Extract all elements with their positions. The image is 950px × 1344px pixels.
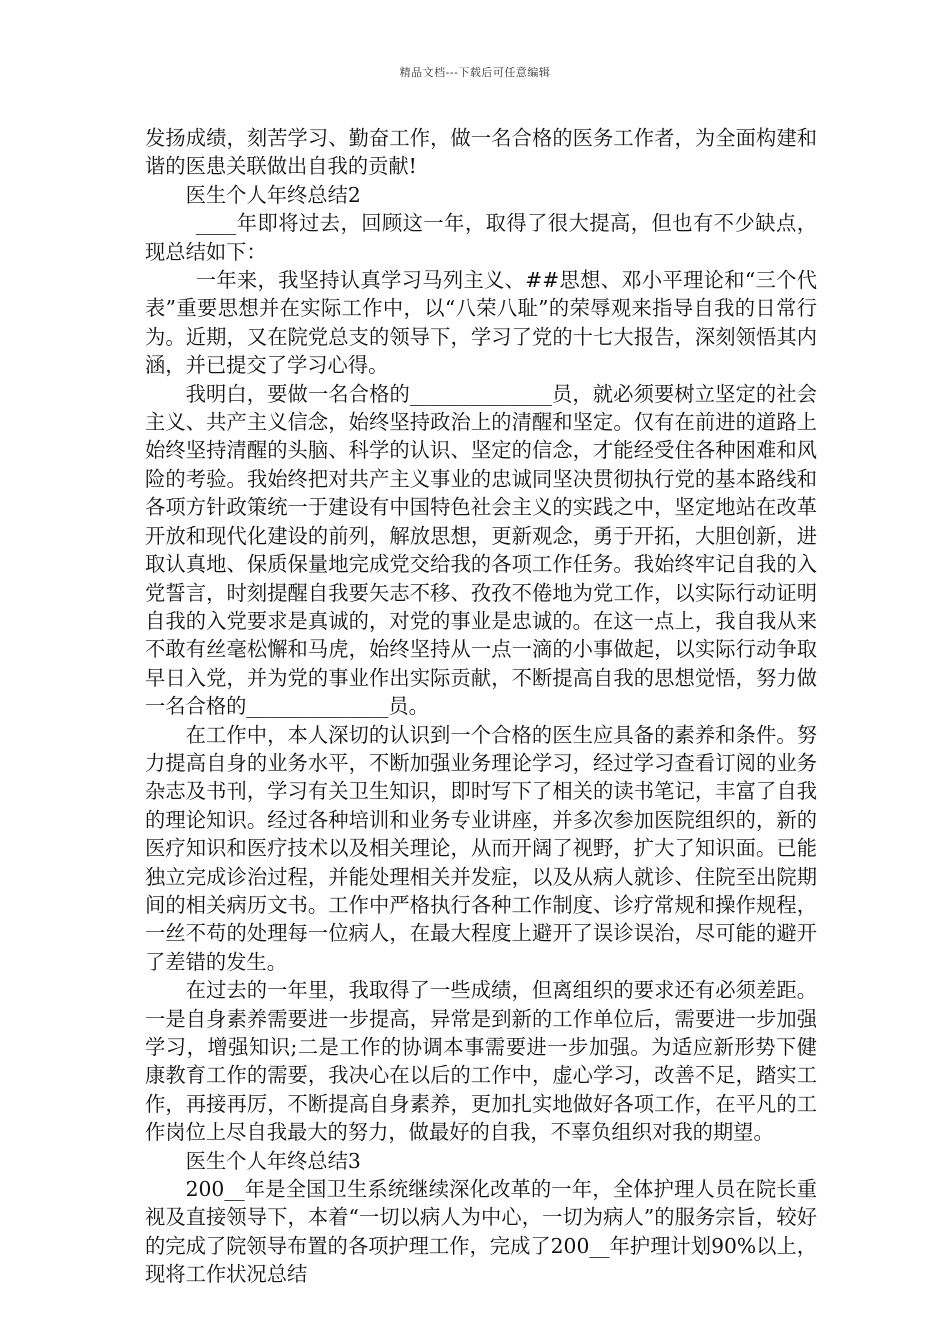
paragraph-study: 一年来，我坚持认真学习马列主义、##思想、邓小平理论和“三个代表”重要思想并在实际工作中，以“八荣八耻”的荣辱观来指导自我的日常行为。近期，又在院党总支的领导下，学习了党的十七大报告，深刻领悟其内涵，并已提交了学习心得。: [145, 268, 817, 378]
page-header: 精品文档---下载后可任意编辑: [399, 66, 551, 79]
paragraph-work: 在工作中，本人深切的认识到一个合格的医生应具备的素养和条件。努力提高自身的业务水平，不断加强业务理论学习，经过学习查看订阅的业务杂志及书刊，学习有关卫生知识，即时写下了相关的读书笔记，丰富了自我的理论知识。经过各种培训和业务专业讲座，并多次参加医院组织的，新的医疗知识和医疗技术以及相关理论，从而开阔了视野，扩大了知识面。已能独立完成诊治过程，并能处理相关并发症，以及从病人就诊、住院至出院期间的相关病历文书。工作中严格执行各种工作制度、诊疗常规和操作规程，一丝不苟的处理每一位病人，在最大程度上避开了误诊误治，尽可能的避开了差错的发生。: [145, 722, 817, 974]
section-heading-3: 医生个人年终总结3: [185, 1148, 361, 1173]
section-heading-2: 医生个人年终总结2: [185, 182, 361, 207]
paragraph-summary: 在过去的一年里，我取得了一些成绩，但离组织的要求还有必须差距。一是自身素养需要进一步提高，异常是到新的工作单位后，需要进一步加强学习，增强知识;二是工作的协调本事需要进一步加强。为适应新形势下健康教育工作的需要，我决心在以后的工作中，虚心学习，改善不足，踏实工作，再接再厉，不断提高自身素养，更加扎实地做好各项工作，在平凡的工作岗位上尽自我最大的努力，做最好的自我，不辜负组织对我的期望。: [145, 978, 817, 1145]
paragraph-closing: 发扬成绩，刻苦学习、勤奋工作，做一名合格的医务工作者，为全面构建和谐的医患关联做出自我的贡献!: [145, 126, 817, 179]
paragraph-nursing: 200__年是全国卫生系统继续深化改革的一年，全体护理人员在院长重视及直接领导下，本着“一切以病人为中心，一切为病人”的服务宗旨，较好的完成了院领导布置的各项护理工作，完成了200__年护理计划90%以上，现将工作状况总结: [145, 1177, 817, 1287]
document-body: [145, 124, 817, 1289]
paragraph-intro: ____年即将过去，回顾这一年，取得了很大提高，但也有不少缺点，现总结如下：: [145, 211, 817, 264]
paragraph-belief: 我明白，要做一名合格的______________员，就必须要树立坚定的社会主义、共产主义信念，始终坚持政治上的清醒和坚定。仅有在前进的道路上始终坚持清醒的头脑、科学的认识、坚定的信念，才能经受住各种困难和风险的考验。我始终把对共产主义事业的忠诚同坚决贯彻执行党的基本路线和各项方针政策统一于建设有中国特色社会主义的实践之中，坚定地站在改革开放和现代化建设的前列，解放思想，更新观念，勇于开拓，大胆创新，进取认真地、保质保量地完成党交给我的各项工作任务。我始终牢记自我的入党誓言，时刻提醒自我要矢志不移、孜孜不倦地为党工作，以实际行动证明自我的入党要求是真诚的，对党的事业是忠诚的。在这一点上，我自我从来不敢有丝毫松懈和马虎，始终坚持从一点一滴的小事做起，以实际行动争取早日入党，并为党的事业作出实际贡献，不断提高自我的思想觉悟，努力做一名合格的______________员。: [145, 381, 817, 719]
